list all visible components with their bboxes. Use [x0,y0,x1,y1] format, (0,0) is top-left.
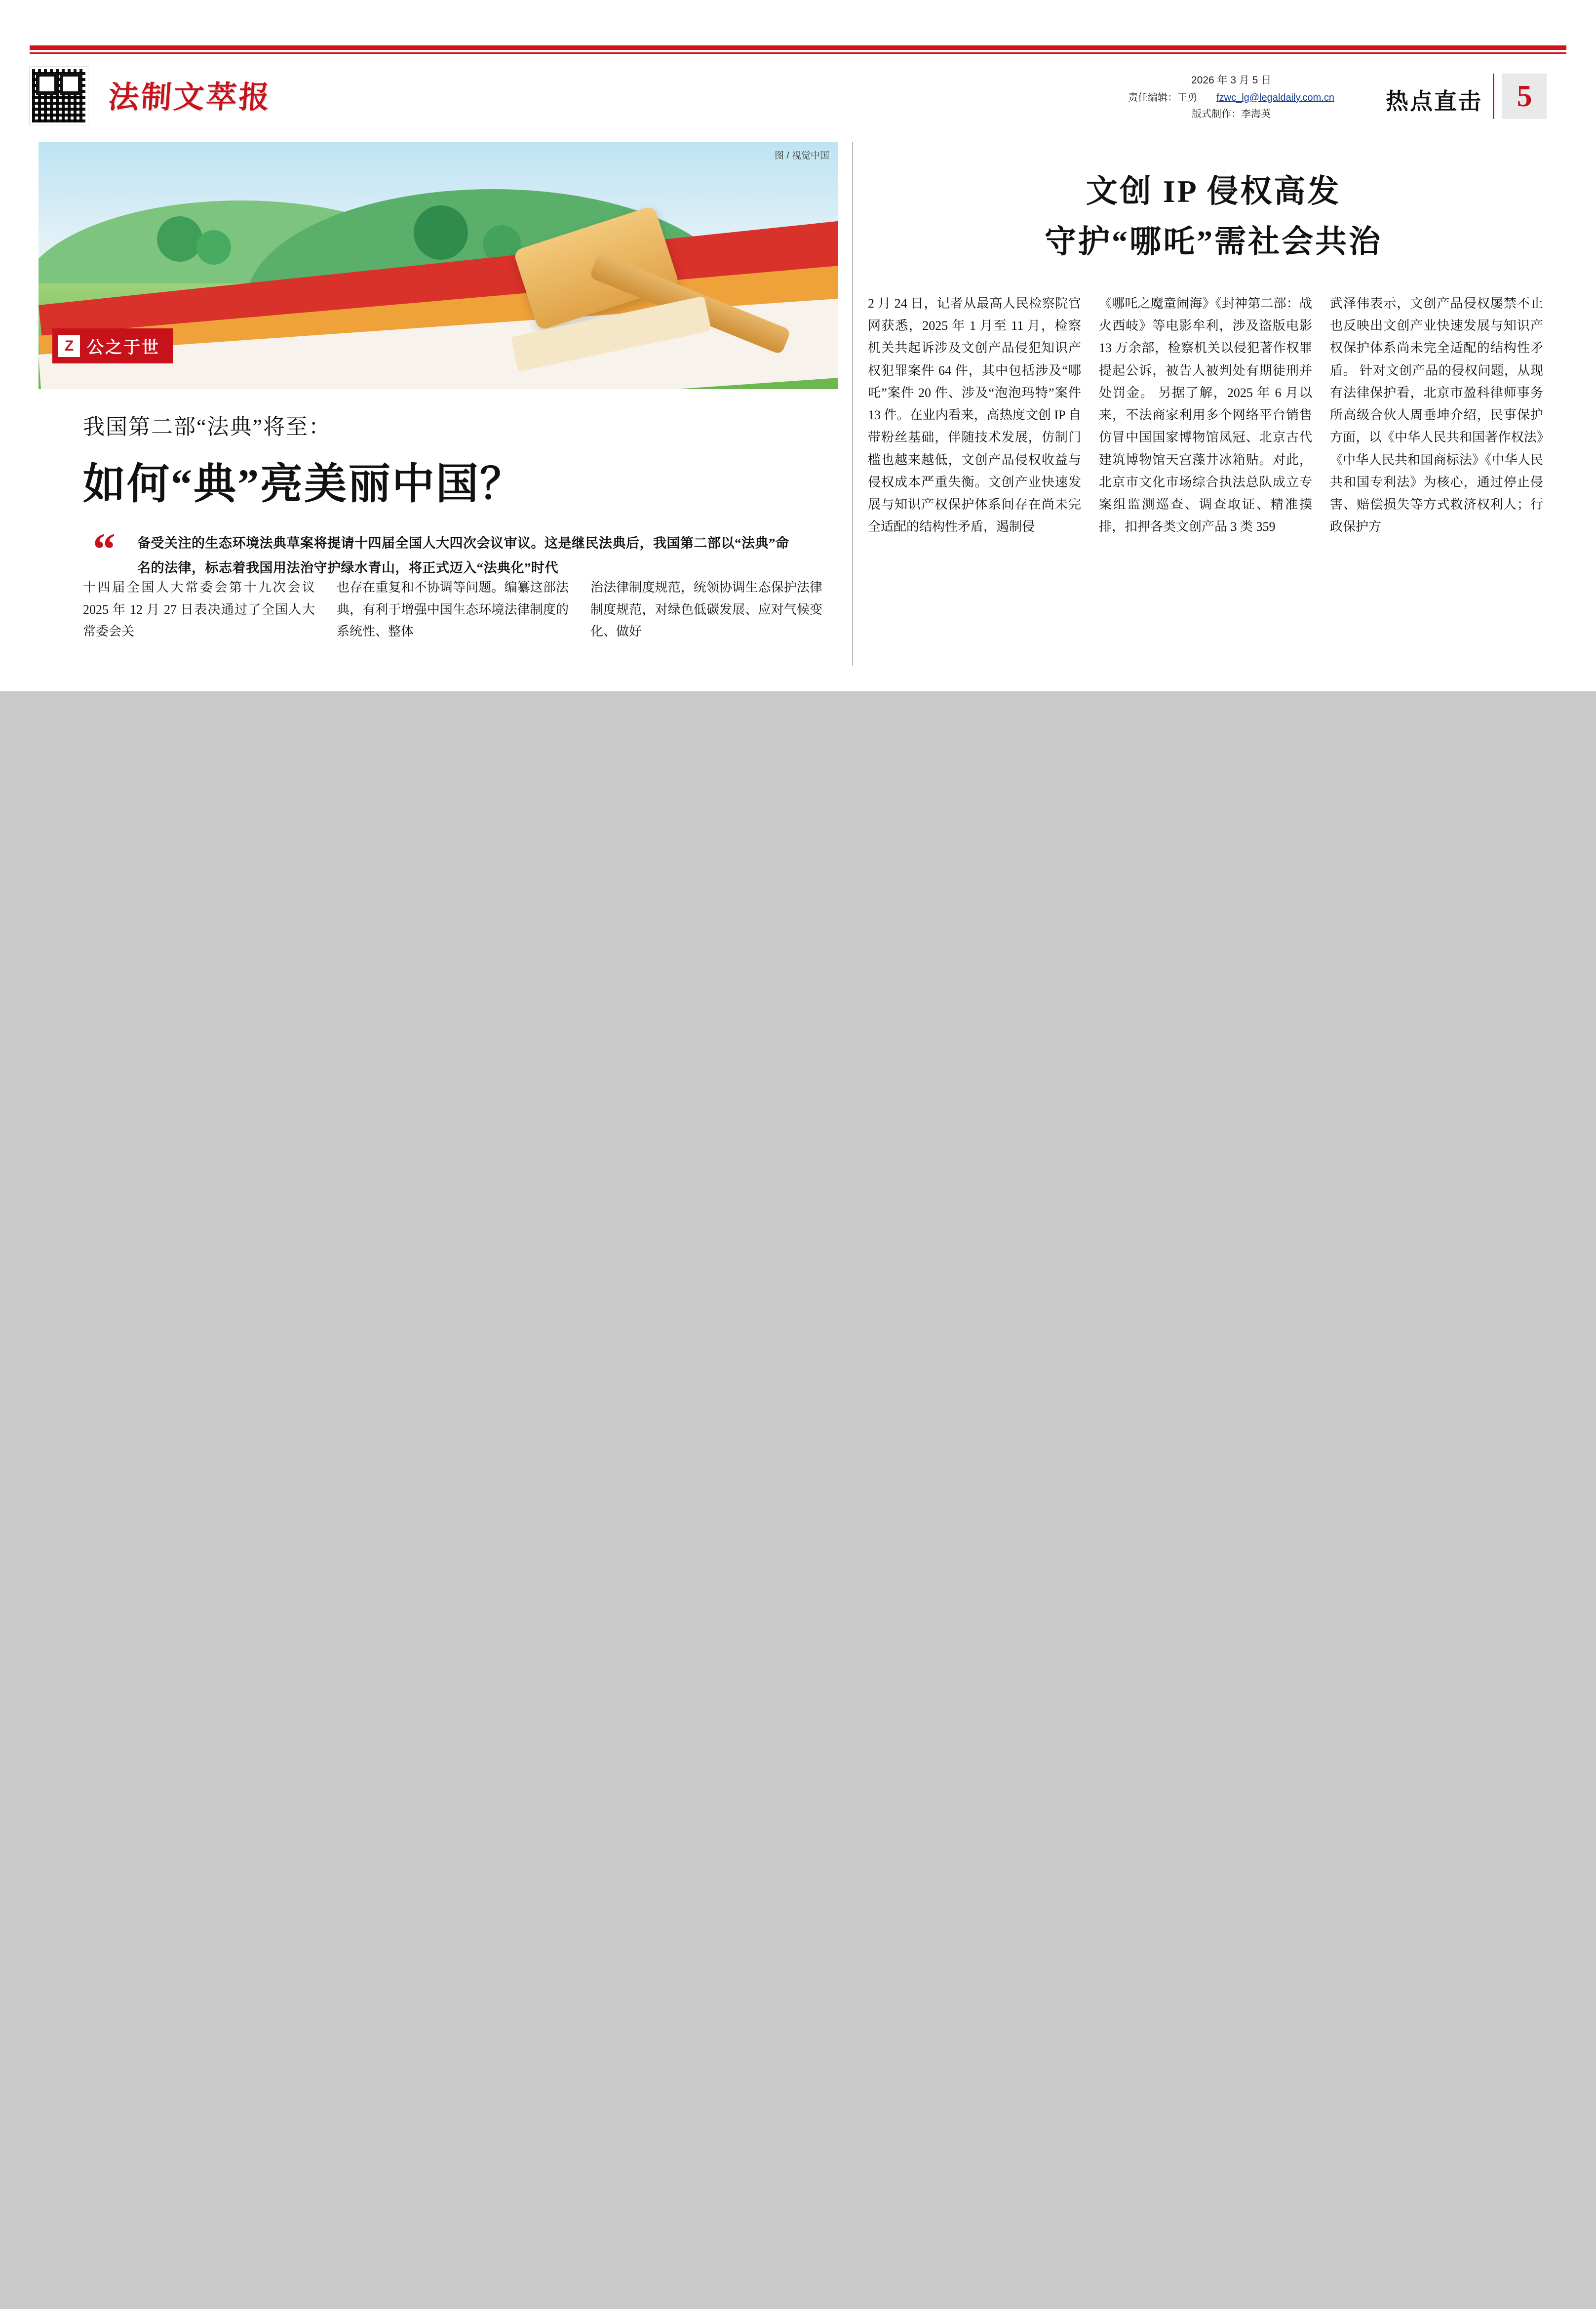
feature-illustration [39,142,838,389]
photo-credit: 图 / 视觉中国 [775,151,829,161]
illustration-tree [157,216,202,262]
column-badge [52,328,173,363]
page-number: 5 [1502,74,1547,119]
section-title: 热点直击 [1386,89,1482,114]
layout-credit: 版式制作：李海英 [1192,108,1271,119]
newspaper-page [0,0,1596,691]
right-article-column-3: 武泽伟表示，文创产品侵权屡禁不止也反映出文创产业快速发展与知识产权保护体系尚未完全适配的结构性矛盾。 针对文创产品的侵权问题，从现有法律保护看，北京市盈科律师事务所高级合伙人周垂坤介绍，民事保护方面，以《中华人民共和国著作权法》《中华人民共和国商标法》《中华人民共和国专利法》为核心，通过停止侵害、赔偿损失等方式救济权利人；行政保护方 [1330,296,1543,534]
paper-name: 法制文萃报 [107,81,272,115]
illustration-tree [414,205,468,260]
left-article-column-1: 十四届全国人大常委会第十九次会议 2025 年 12 月 27 日表决通过了全国人大常委会关 [83,580,315,639]
top-rule-thin [30,52,1566,54]
qr-code-icon[interactable] [30,67,88,125]
illustration-tree [196,230,231,265]
article-headline: 如何“典”亮美丽中国？ [83,460,524,508]
masthead-divider [1493,74,1494,119]
masthead [30,62,1566,132]
article-kicker: 我国第二部“法典”将至： [83,415,332,439]
left-article-columns [83,577,823,643]
right-feature-article [868,142,1559,538]
page-body [39,142,1559,666]
right-article-columns [868,292,1559,538]
responsible-editor: 责任编辑：王勇 [1128,92,1198,103]
right-article-column-1: 2 月 24 日，记者从最高人民检察院官网获悉，2025 年 1 月至 11 月，检察机关共起诉涉及文创产品侵犯知识产权犯罪案件 64 件，其中包括涉及“哪吒”案件 20 件、涉及“泡泡玛特”案件 13 件。在业内看来，高热度文创 IP 自带粉丝基础，伴随技术发展，仿制门槛也越来越低，文创产品侵权收益与侵权成本严重失衡。文创产业快速发展与知识产权保护体系间存在尚未完全适配的结构性矛盾，遏制侵 [868,296,1081,534]
column-divider [852,142,853,666]
left-article-column-2: 也存在重复和不协调等问题。编纂这部法典，有利于增强中国生态环境法律制度的系统性、整体 [337,580,569,639]
article-deck-text: 备受关注的生态环境法典草案将提请十四届全国人大四次会议审议。这是继民法典后，我国第二部以“法典”命名的法律，标志着我国用法治守护绿水青山，将正式迈入“法典化”时代 [137,536,789,575]
badge-logo-icon: Z [58,335,80,357]
top-rule-thick [30,45,1566,50]
article-deck [93,524,794,581]
right-article-headline-line1: 文创 IP 侵权高发 [1086,174,1341,209]
badge-label: 公之于世 [87,339,160,357]
left-article-column-3: 治法律制度规范，统领协调生态保护法律制度规范，对绿色低碳发展、应对气候变化、做好 [590,580,822,639]
quote-mark-icon: “ [93,524,116,574]
contact-email[interactable]: fzwc_lg@legaldaily.com.cn [1216,92,1334,103]
right-article-column-2: 《哪吒之魔童闹海》《封神第二部：战火西岐》等电影牟利，涉及盗版电影 13 万余部，检察机关以侵犯著作权罪提起公诉，被告人被判处有期徒刑并处罚金。 另据了解，2025 年 6 月以来，不法商家利用多个网络平台销售仿冒中国国家博物馆凤冠、北京古代建筑博物馆天宫藻井冰箱贴。对此，北京市文化市场综合执法总队成立专案组监测巡查、调查取证、精准摸排，扣押各类文创产品 3 类 359 [1099,296,1312,534]
viewport-cutoff [0,691,1596,2309]
masthead-meta [1128,73,1334,122]
publication-date: 2026 年 3 月 5 日 [1191,75,1272,86]
left-feature-article [39,142,838,639]
right-article-headline-line2: 守护“哪吒”需社会共治 [1045,224,1382,259]
